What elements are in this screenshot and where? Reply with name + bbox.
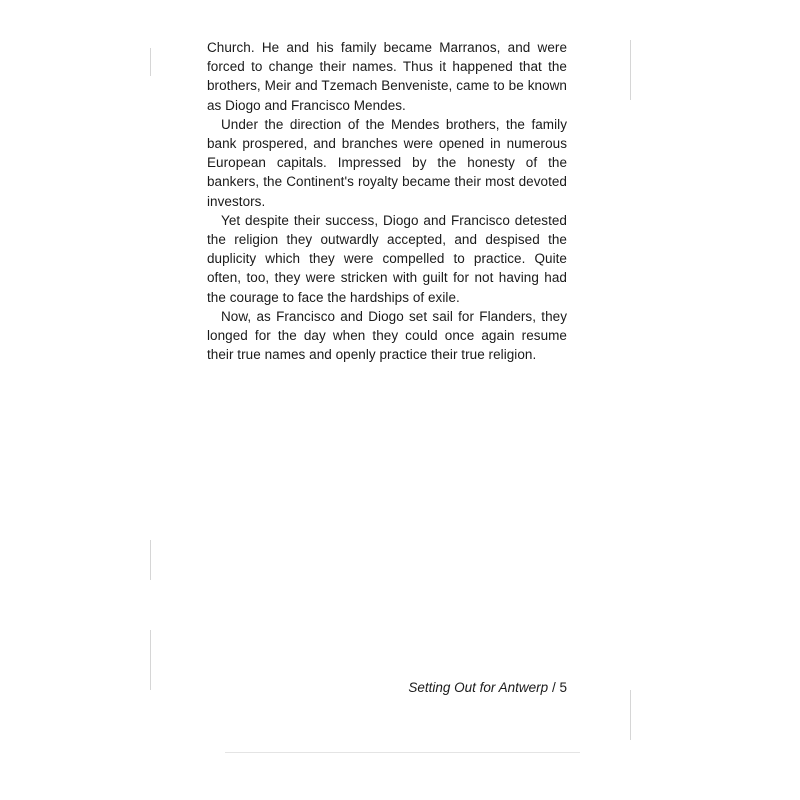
page-number: 5 (559, 680, 567, 695)
scan-edge-mark (630, 690, 631, 740)
body-text (207, 38, 567, 364)
page-footer (380, 680, 567, 695)
paragraph: Yet despite their success, Diogo and Francisco detested the religion they outwardly accepted, and despised the duplicity which they were compelled to practice. Quite often, too, they were stricken with guilt for not having had the courage to face the hardships of exile. (207, 212, 567, 305)
paragraph: Now, as Francisco and Diogo set sail for Flanders, they longed for the day when they could once again resume their true names and openly practice their true religion. (207, 308, 567, 363)
scan-edge-mark (150, 540, 151, 580)
paragraph: Church. He and his family became Marranos, and were forced to change their names. Thus it happened that the brothers, Meir and Tzemach Benveniste, came to be known as Diogo and Francisco Mendes. (207, 40, 567, 113)
footer-separator: / (551, 680, 556, 695)
paragraph: Under the direction of the Mendes brothers, the family bank prospered, and branches were opened in numerous European capitals. Impressed by the honesty of the bankers, the Continent's royalty became their most devoted investors. (207, 116, 567, 209)
scan-edge-mark (630, 40, 631, 100)
scan-edge-mark (150, 630, 151, 690)
running-title: Setting Out for Antwerp (408, 680, 549, 695)
scan-edge-mark (225, 752, 580, 753)
scan-edge-mark (150, 48, 151, 76)
